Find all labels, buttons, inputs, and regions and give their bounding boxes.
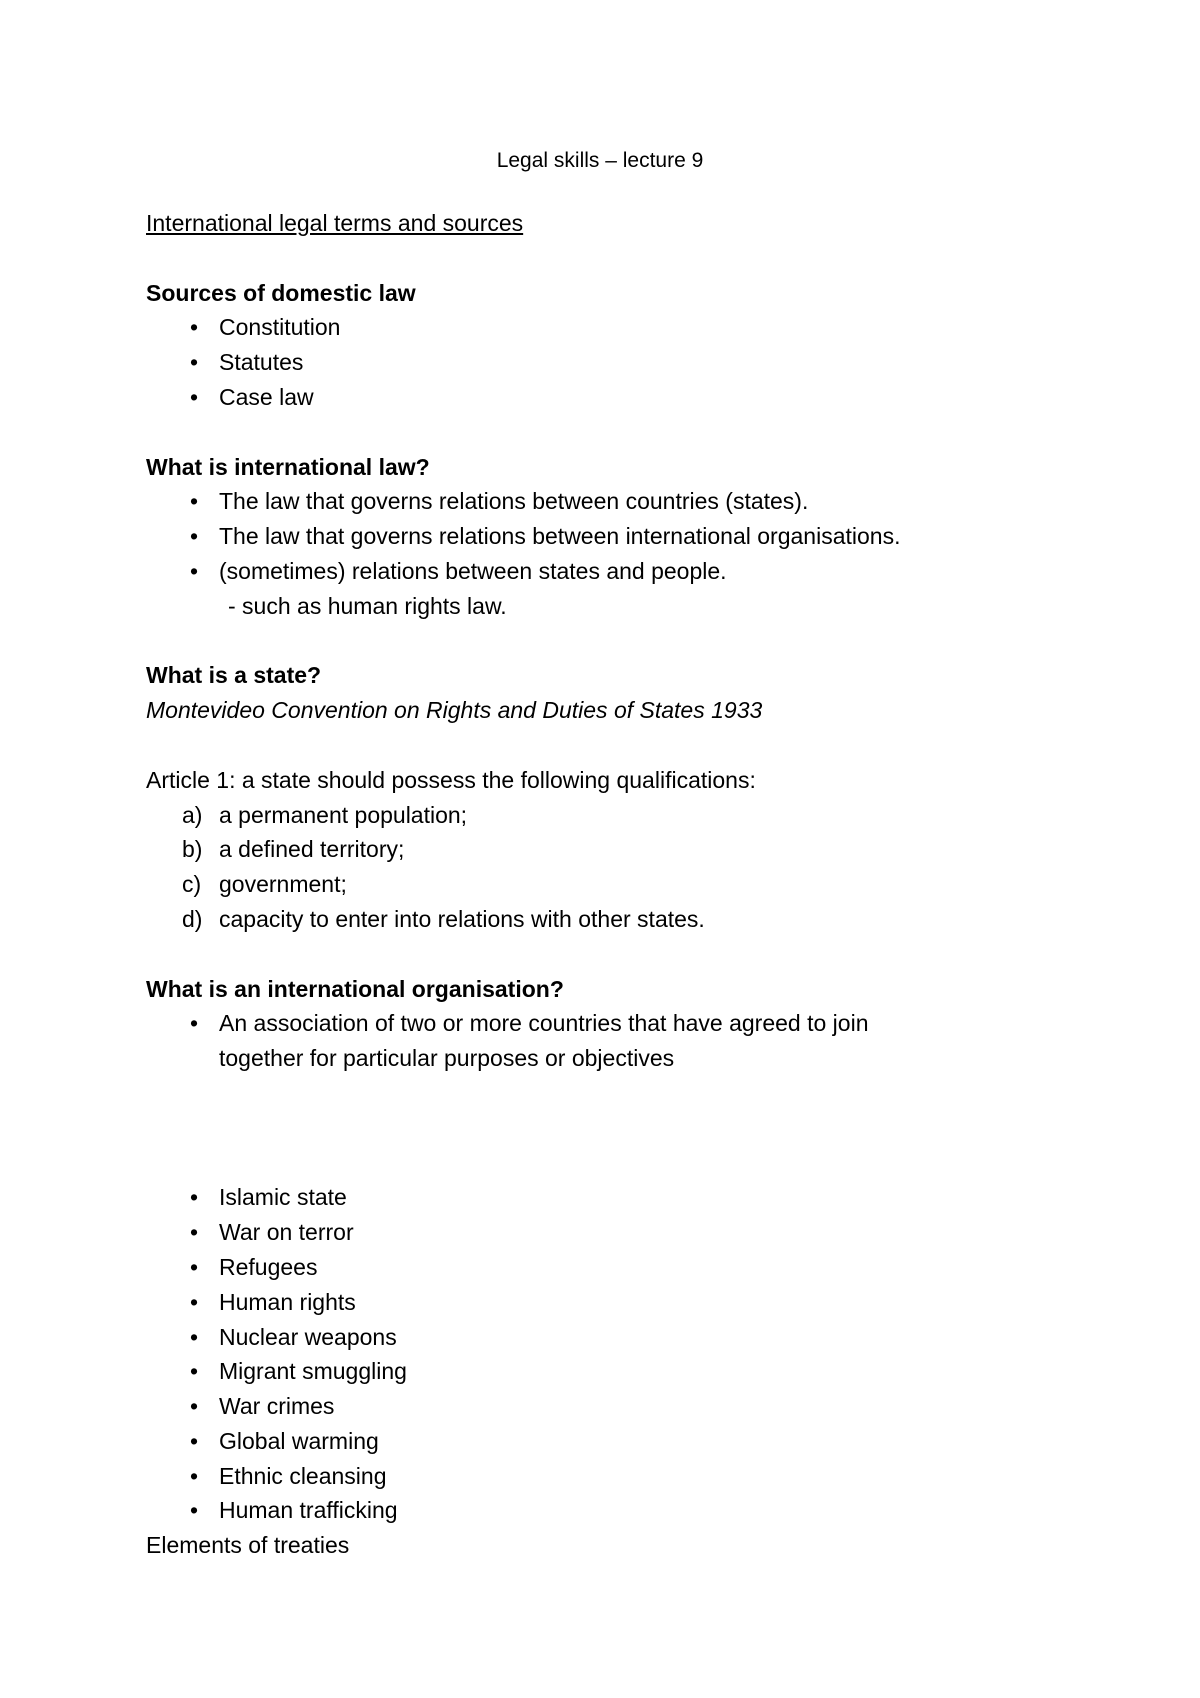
- bullet-icon: •: [189, 314, 199, 341]
- list-item: • Human rights: [146, 1285, 1106, 1320]
- list-item: a) a permanent population;: [182, 801, 468, 828]
- topics-list: [146, 1180, 1106, 1528]
- bullet-icon: •: [189, 1393, 199, 1420]
- section-heading: International legal terms and sources: [146, 210, 524, 236]
- bullet-icon: •: [189, 1010, 199, 1037]
- list-item: • Case law: [146, 380, 1106, 415]
- bullet-icon: •: [189, 383, 199, 410]
- organisation-heading: What is an international organisation?: [146, 975, 564, 1002]
- list-item: • Global warming: [146, 1424, 1106, 1459]
- bullet-icon: •: [189, 1462, 199, 1489]
- international-law-heading: What is international law?: [146, 453, 430, 480]
- list-item: b) a defined territory;: [182, 836, 405, 863]
- bullet-icon: •: [189, 1288, 199, 1315]
- convention-title: Montevideo Convention on Rights and Duties of States 1933: [146, 697, 763, 724]
- sources-heading: Sources of domestic law: [146, 279, 416, 306]
- list-item: • The law that governs relations between international organisations.: [146, 519, 1106, 554]
- list-item: • Human trafficking: [146, 1493, 1106, 1528]
- bullet-icon: •: [189, 488, 199, 515]
- international-law-list: [146, 484, 1106, 588]
- list-item: • Constitution: [146, 310, 1106, 345]
- list-item: • An association of two or more countries that have agreed to join together for particular purposes or objectives: [146, 1006, 939, 1076]
- bullet-icon: •: [189, 557, 199, 584]
- qualifications-list: [146, 798, 1106, 937]
- list-item: • (sometimes) relations between states and people.: [146, 554, 1106, 589]
- bullet-icon: •: [189, 1184, 199, 1211]
- list-item: • The law that governs relations between countries (states).: [146, 484, 1106, 519]
- list-item: • Refugees: [146, 1250, 1106, 1285]
- bullet-icon: •: [189, 1323, 199, 1350]
- bullet-icon: •: [189, 1253, 199, 1280]
- list-item: • Statutes: [146, 345, 1106, 380]
- list-item: • Migrant smuggling: [146, 1354, 1106, 1389]
- list-item: • Islamic state: [146, 1180, 1106, 1215]
- list-item: d) capacity to enter into relations with other states.: [182, 905, 705, 932]
- bullet-icon: •: [189, 1219, 199, 1246]
- sources-list: [146, 310, 1106, 414]
- bullet-icon: •: [189, 1497, 199, 1524]
- bullet-icon: •: [189, 1427, 199, 1454]
- list-item: • Ethnic cleansing: [146, 1459, 1106, 1494]
- document-body: [146, 206, 1106, 1563]
- treaties-heading: Elements of treaties: [146, 1532, 350, 1559]
- organisation-list: [146, 1006, 1106, 1076]
- list-item: • War crimes: [146, 1389, 1106, 1424]
- bullet-icon: •: [189, 1358, 199, 1385]
- list-item: • War on terror: [146, 1215, 1106, 1250]
- bullet-icon: •: [189, 523, 199, 550]
- state-heading: What is a state?: [146, 662, 322, 689]
- bullet-icon: •: [189, 349, 199, 376]
- document-title: Legal skills – lecture 9: [496, 149, 704, 172]
- article-text: Article 1: a state should possess the following qualifications:: [146, 766, 756, 793]
- list-item: c) government;: [182, 871, 347, 898]
- list-item: • Nuclear weapons: [146, 1320, 1106, 1355]
- human-rights-note: - such as human rights law.: [228, 592, 507, 619]
